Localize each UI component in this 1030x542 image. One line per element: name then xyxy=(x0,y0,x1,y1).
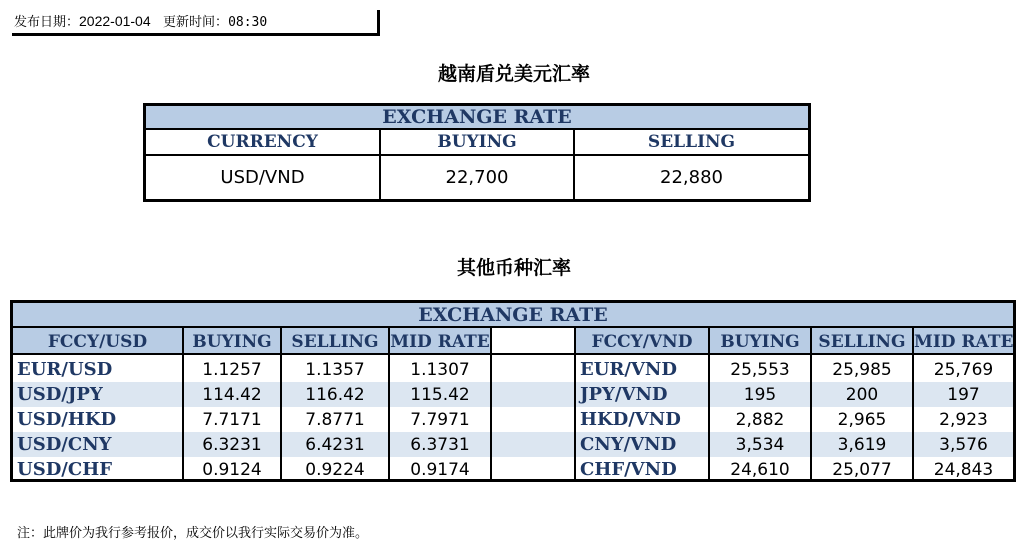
table-row xyxy=(13,357,1013,382)
column-divider xyxy=(388,328,390,479)
column-header-vnd-mid-rate: MID RATE xyxy=(914,328,1013,355)
usd-pair-cell: USD/CNY xyxy=(17,434,112,455)
vnd-mid-rate-cell: 24,843 xyxy=(933,460,994,480)
vnd-buying-cell: 3,534 xyxy=(735,435,785,455)
table-title: EXCHANGE RATE xyxy=(146,106,808,130)
usd-buying-cell: 6.3231 xyxy=(202,435,262,455)
table-row xyxy=(146,156,808,199)
column-divider xyxy=(280,328,282,479)
vnd-buying-cell: 25,553 xyxy=(730,360,790,380)
usd-pair-cell: EUR/USD xyxy=(17,359,113,380)
usd-mid-rate-cell: 0.9174 xyxy=(410,460,470,480)
vnd-buying-cell: 195 xyxy=(743,385,777,405)
vnd-pair-cell: CNY/VND xyxy=(580,434,677,455)
vnd-pair-cell: HKD/VND xyxy=(580,409,681,430)
column-divider xyxy=(574,328,576,479)
disclaimer-note: 注：此牌价为我行参考报价，成交价以我行实际交易价为准。 xyxy=(17,526,369,541)
currency-pair: USD/VND xyxy=(146,156,381,199)
vnd-mid-rate-cell: 2,923 xyxy=(939,410,988,430)
column-gap xyxy=(492,328,574,355)
selling-rate: 22,880 xyxy=(660,167,723,188)
vnd-mid-rate-cell: 25,769 xyxy=(933,360,994,380)
column-header-selling: SELLING xyxy=(647,132,736,152)
column-divider xyxy=(708,328,710,479)
other-rates-title: 其他币种汇率 xyxy=(456,257,571,279)
usd-selling-cell: 0.9224 xyxy=(305,460,365,480)
buying-rate: 22,700 xyxy=(381,156,575,199)
column-divider xyxy=(182,328,184,479)
column-header-vnd-selling: SELLING xyxy=(812,328,912,355)
usd-buying-cell: 0.9124 xyxy=(202,460,262,480)
date-label: 发布日期： xyxy=(14,15,80,30)
column-header-usd-selling: SELLING xyxy=(282,328,388,355)
usd-vnd-rate-table xyxy=(143,103,811,202)
usd-mid-rate-cell: 115.42 xyxy=(410,385,470,405)
table-title: EXCHANGE RATE xyxy=(13,303,1013,328)
column-header-vnd-buying: BUYING xyxy=(710,328,810,355)
date-value: 2022-01-04 xyxy=(79,13,151,29)
usd-pair-cell: USD/HKD xyxy=(17,409,117,430)
vnd-pair-cell: CHF/VND xyxy=(580,459,677,480)
usd-selling-cell: 1.1357 xyxy=(305,360,365,380)
vnd-mid-rate-cell: 197 xyxy=(947,385,980,405)
table-row xyxy=(13,432,1013,457)
vnd-selling-cell: 2,965 xyxy=(837,410,887,430)
usd-buying-cell: 7.7171 xyxy=(202,410,262,430)
column-divider xyxy=(912,328,914,479)
vnd-buying-cell: 24,610 xyxy=(730,460,790,480)
vnd-selling-cell: 200 xyxy=(845,385,879,405)
usd-buying-cell: 1.1257 xyxy=(202,360,262,380)
column-header-usd-mid-rate: MID RATE xyxy=(390,328,490,355)
publish-info-bar xyxy=(12,10,380,36)
other-currencies-rate-table xyxy=(10,300,1016,482)
column-header-buying: BUYING xyxy=(381,130,575,154)
usd-selling-cell: 7.8771 xyxy=(305,410,365,430)
vnd-selling-cell: 3,619 xyxy=(837,435,887,455)
main-rate-title: 越南盾兑美元汇率 xyxy=(437,63,590,85)
table-row xyxy=(13,457,1013,482)
table-row xyxy=(13,382,1013,407)
usd-pair-cell: USD/CHF xyxy=(17,459,112,480)
column-divider xyxy=(490,328,492,479)
usd-selling-cell: 6.4231 xyxy=(305,435,365,455)
column-header-usd-buying: BUYING xyxy=(184,328,280,355)
usd-mid-rate-cell: 1.1307 xyxy=(410,360,470,380)
usd-selling-cell: 116.42 xyxy=(305,385,365,405)
table-row xyxy=(13,407,1013,432)
vnd-selling-cell: 25,077 xyxy=(832,460,892,480)
usd-pair-cell: USD/JPY xyxy=(17,384,103,405)
column-header-vnd-pair: FCCY/VND xyxy=(576,328,708,355)
usd-buying-cell: 114.42 xyxy=(202,385,262,405)
usd-mid-rate-cell: 7.7971 xyxy=(410,410,470,430)
vnd-pair-cell: EUR/VND xyxy=(580,359,677,380)
usd-mid-rate-cell: 6.3731 xyxy=(410,435,470,455)
vnd-selling-cell: 25,985 xyxy=(832,360,892,380)
vnd-buying-cell: 2,882 xyxy=(735,410,785,430)
column-header-currency: CURRENCY xyxy=(146,130,381,154)
time-label: 更新时间： xyxy=(163,15,229,30)
time-value: 08:30 xyxy=(228,15,268,30)
vnd-mid-rate-cell: 3,576 xyxy=(939,435,988,455)
column-header-usd-pair: FCCY/USD xyxy=(13,328,182,355)
column-divider xyxy=(810,328,812,479)
vnd-pair-cell: JPY/VND xyxy=(580,384,668,405)
